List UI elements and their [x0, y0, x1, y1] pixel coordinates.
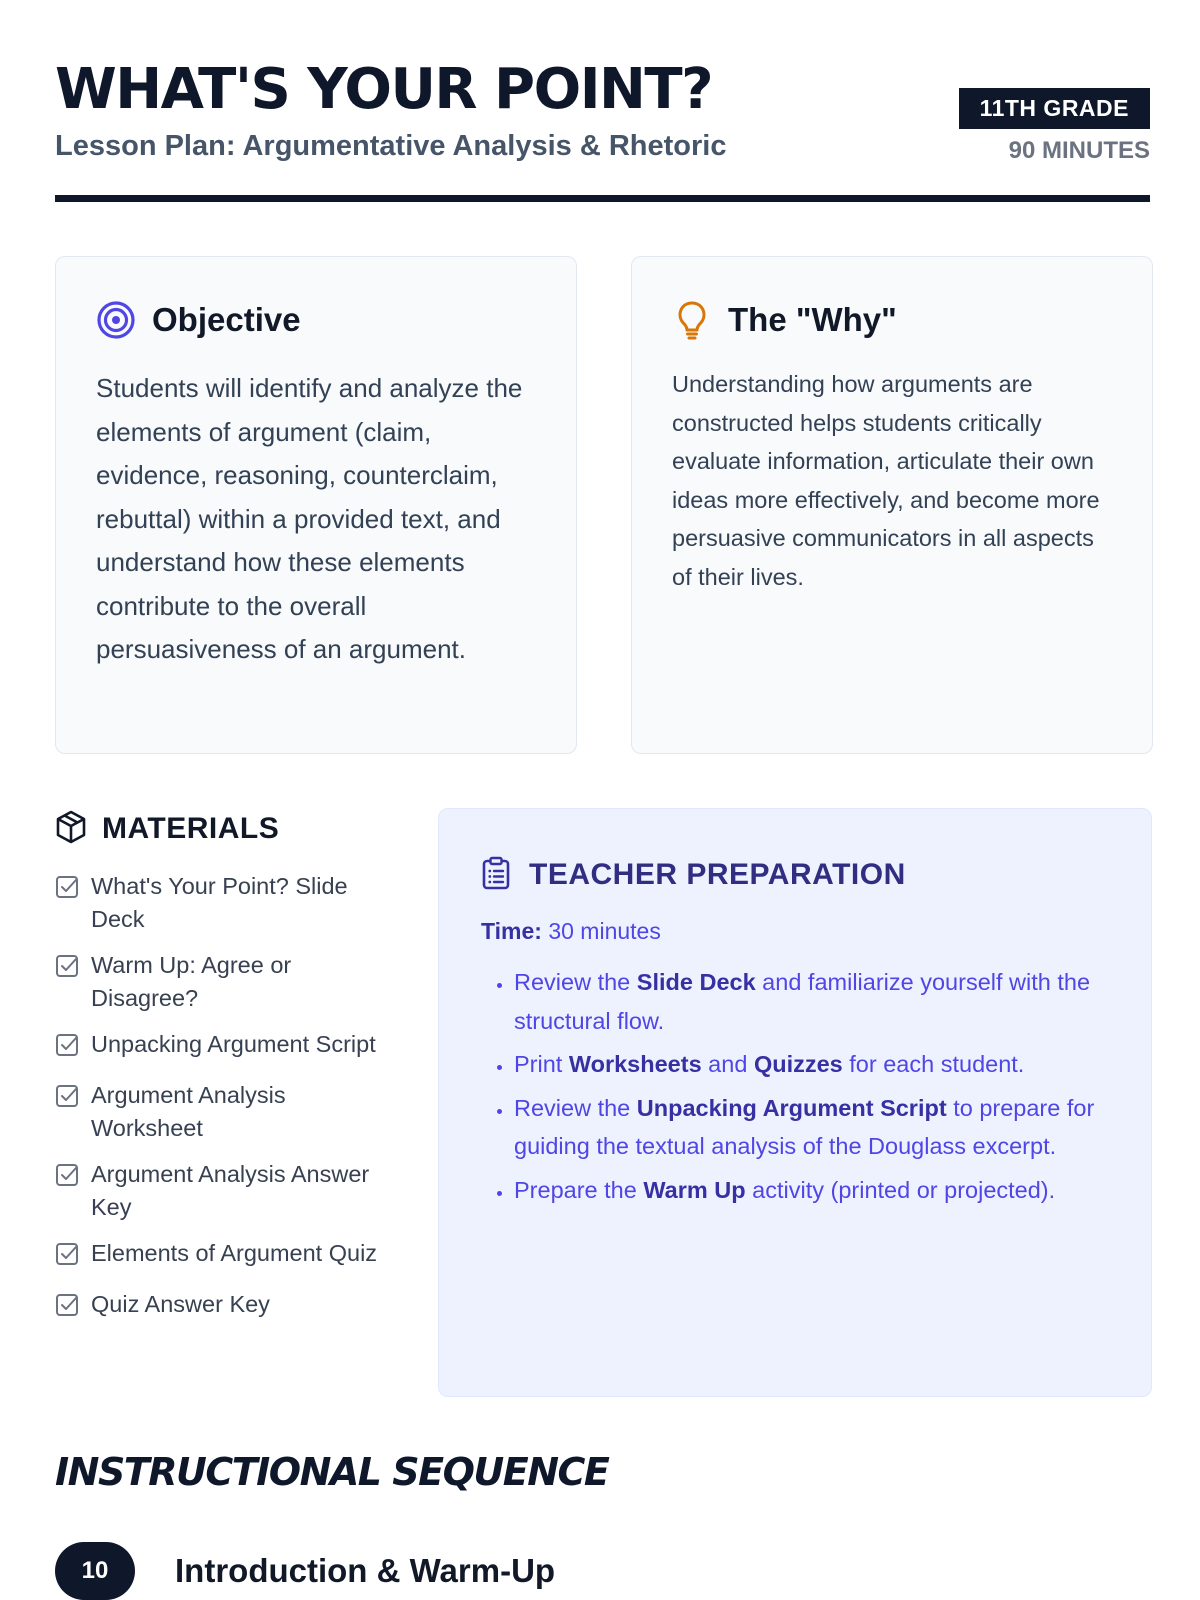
step-minutes-badge: 10	[55, 1542, 135, 1600]
target-icon	[96, 300, 136, 340]
prep-header	[481, 855, 1109, 895]
materials-header	[55, 808, 395, 850]
page-title: WHAT'S YOUR POINT?	[55, 57, 713, 122]
lightbulb-icon	[672, 300, 712, 340]
material-item	[55, 949, 395, 1015]
prep-time-value: 30 minutes	[548, 918, 661, 944]
prep-item: • Print Worksheets and Quizzes for each student.	[514, 1045, 1109, 1084]
prep-item: • Review the Unpacking Argument Script to prepare for guiding the textual analysis of the Douglass excerpt.	[514, 1089, 1109, 1166]
material-label: Quiz Answer Key	[91, 1291, 270, 1317]
material-label: Argument Analysis Answer Key	[91, 1161, 370, 1220]
objective-header	[96, 299, 536, 341]
why-text: Understanding how arguments are constructed helps students critically evaluate information, articulate their own ideas more effectively, and become more persuasive communicators in all aspects of their lives.	[672, 371, 1100, 590]
lesson-header	[55, 57, 1150, 202]
box-icon	[55, 810, 87, 849]
materials-list	[55, 870, 395, 1326]
material-item	[55, 870, 395, 936]
prep-item: • Prepare the Warm Up activity (printed or projected).	[514, 1171, 1109, 1210]
checkbox-icon	[55, 1242, 79, 1275]
grade-badge: 11TH GRADE	[959, 88, 1150, 129]
objective-text: Students will identify and analyze the elements of argument (claim, evidence, reasoning, counterclaim, rebuttal) within a provided text, and understand how these elements contribute to the overall persuasiveness of an argument.	[96, 373, 523, 664]
prep-list	[481, 963, 1109, 1209]
checkbox-icon	[55, 1163, 79, 1224]
checkbox-icon	[55, 875, 79, 936]
material-label: Argument Analysis Worksheet	[91, 1082, 286, 1141]
material-item	[55, 1028, 395, 1066]
material-item	[55, 1237, 395, 1275]
checkbox-icon	[55, 1293, 79, 1326]
prep-heading: TEACHER PREPARATION	[529, 858, 906, 891]
material-item	[55, 1288, 395, 1326]
material-label: What's Your Point? Slide Deck	[91, 873, 348, 932]
teacher-prep-card	[438, 808, 1152, 1397]
clipboard-icon	[481, 856, 511, 895]
material-label: Unpacking Argument Script	[91, 1031, 376, 1057]
objective-heading: Objective	[152, 301, 301, 338]
material-label: Elements of Argument Quiz	[91, 1240, 378, 1266]
material-label: Warm Up: Agree or Disagree?	[91, 952, 292, 1011]
duration-label: 90 MINUTES	[1008, 137, 1150, 164]
checkbox-icon	[55, 1084, 79, 1145]
prep-time-label: Time:	[481, 918, 542, 944]
step-title: Introduction & Warm-Up	[175, 1552, 556, 1589]
objective-card	[55, 256, 577, 754]
sequence-step	[55, 1542, 555, 1600]
prep-time	[481, 918, 1109, 945]
checkbox-icon	[55, 1033, 79, 1066]
material-item	[55, 1158, 395, 1224]
material-item	[55, 1079, 395, 1145]
materials-section	[55, 808, 395, 1339]
sequence-heading: INSTRUCTIONAL SEQUENCE	[55, 1450, 609, 1494]
why-card	[631, 256, 1153, 754]
checkbox-icon	[55, 954, 79, 1015]
materials-heading: MATERIALS	[102, 812, 280, 845]
why-heading: The "Why"	[728, 301, 897, 338]
prep-item: • Review the Slide Deck and familiarize yourself with the structural flow.	[514, 963, 1109, 1040]
why-header	[672, 299, 1112, 341]
page-subtitle: Lesson Plan: Argumentative Analysis & Rhetoric	[55, 130, 727, 162]
